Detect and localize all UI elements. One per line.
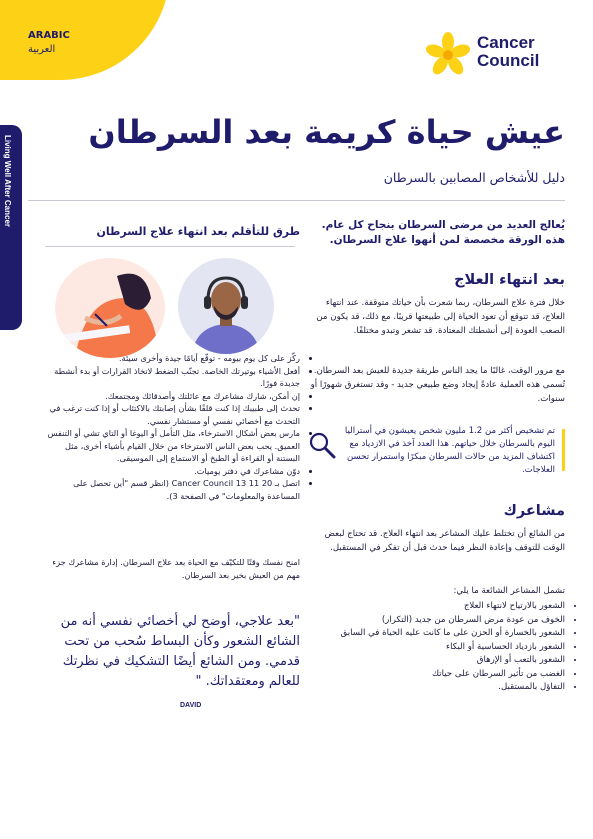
list-item: • التفاؤل بالمستقبل. <box>320 681 565 695</box>
feelings-list-intro: تشمل المشاعر الشائعة ما يلي: <box>453 586 565 596</box>
list-item: • الغضب من تأثير السرطان على حياتك <box>320 668 565 682</box>
woman-writing-illustration <box>55 258 165 358</box>
ways-list <box>45 352 312 502</box>
logo-wordmark <box>477 34 539 70</box>
list-item: • اتصل بـ 20 11 13 Cancer Council (انظر قسم "أين تحصل على المساعدة والمعلومات" في الصفحة 3). <box>45 477 300 502</box>
intro-text: يُعالج العديد من مرضى السرطان بنجاح كل عام. هذه الورقة مخصصة لمن أنهوا علاج السرطان. <box>321 219 565 246</box>
list-item: • دوّن مشاعرك في دفتر يوميات. <box>45 465 300 478</box>
list-item: • الشعور بالتعب أو الإرهاق <box>320 654 565 668</box>
statistic-callout <box>300 425 565 477</box>
list-item: • الشعور بالارتياح لانتهاء العلاج <box>320 600 565 614</box>
page-subtitle: دليل للأشخاص المصابين بالسرطان <box>383 170 565 185</box>
daffodil-icon <box>425 32 471 78</box>
list-item: • الشعور بالخسارة أو الحزن على ما كانت عليه الحياة في السابق <box>320 627 565 641</box>
page-title: عيش حياة كريمة بعد السرطان <box>88 113 565 151</box>
after-treatment-para-1: خلال فترة علاج السرطان، ربما شعرت بأن حياتك متوقفة. عند انتهاء العلاج، قد تتوقع أن تعود الحياة إلى طبيعتها قريبًا. مع ذلك، قد يكون من الصعب العودة إلى أنشطتك المعتادة. قد تشعر وتبدو مختلفًا. <box>316 298 565 336</box>
ways-heading: طرق للتأقلم بعد انتهاء علاج السرطان <box>96 225 300 238</box>
callout-text: تم تشخيص أكثر من 1.2 مليون شخص يعيشون في أستراليا اليوم بالسرطان خلال حياتهم. هذا العدد آخذ في الازدياد مع اكتشاف المزيد من حالات السرطان مبكرًا واستمرار تحسن العلاجات. <box>344 426 555 475</box>
logo-line-1: Cancer <box>477 33 535 52</box>
feelings-intro: من الشائع أن تختلط عليك المشاعر بعد انتهاء العلاج. قد تحتاج لبعض الوقت للتوقف وإعادة النظر فيما حدث قبل أن تفكر في المستقبل. <box>324 529 565 553</box>
quote-author: DAVID <box>180 702 202 709</box>
callout-accent-bar <box>562 429 565 471</box>
side-tab <box>0 125 22 330</box>
language-label-ar: العربية <box>28 44 56 55</box>
feelings-heading: مشاعرك <box>503 503 565 519</box>
after-treatment-heading: بعد انتهاء العلاج <box>454 272 565 288</box>
patient-quote: "بعد علاجي، أوضح لي أخصائي نفسي أنه من الشائع الشعور وكأن البساط سُحب من تحت قدمي. ومن الشائع أيضًا التشكيك في نظرتك للعالم ومعتقداتك. " <box>60 614 300 689</box>
list-item: • مارس بعض أشكال الاسترخاء، مثل التأمل أو اليوغا أو التاي تشي أو التنفس العميق. يحب بعض الناس الاسترخاء من خلال القيام بأشياء أخرى، مثل البستنة أو القراءة أو الطبخ أو الاستماع إلى الموسيقى. <box>45 427 300 465</box>
list-item: • الخوف من عودة مرض السرطان من جديد (التكرار) <box>320 614 565 628</box>
list-item: • أفعل الأشياء بوتيرتك الخاصة. تجنّب الضغط لاتخاذ القرارات أو بدء أنشطة جديدة فورًا. <box>45 365 300 390</box>
list-item: • تحدث إلى طبيبك إذا كنت قلقًا بشأن إصابتك بالاكتئاب أو إذا كنت ترغب في التحدث مع أخصائي نفسي أو مستشار نفسي. <box>45 402 300 427</box>
list-item: • الشعور بازدياد الحساسية أو البكاء <box>320 641 565 655</box>
language-label-en: ARABIC <box>28 30 70 41</box>
man-headphones-illustration <box>178 258 274 354</box>
ways-closing: امنح نفسك وقتًا للتكيّف مع الحياة بعد علاج السرطان. إدارة مشاعرك جزء مهم من العيش بخير بعد السرطان. <box>52 557 300 580</box>
feelings-list <box>320 600 579 695</box>
list-item: • إن أمكن، شارك مشاعرك مع عائلتك وأصدقائك ومجتمعك. <box>45 390 300 403</box>
logo-line-2: Council <box>477 51 540 70</box>
list-item: • ركّز على كل يوم بيومه - توقّع أيامًا جيدة وأخرى سيئة. <box>45 352 300 365</box>
cancer-council-logo <box>425 32 555 78</box>
header-yellow-shape <box>0 0 170 80</box>
header-divider <box>28 200 565 201</box>
after-treatment-para-2: مع مرور الوقت، غالبًا ما يجد الناس طريقة جديدة للعيش بعد السرطان. تُسمى هذه العملية عادةً إيجاد وضع طبيعي جديد - وقد تستغرق شهورًا أو سنوات. <box>310 366 565 404</box>
ways-divider <box>45 246 295 247</box>
side-tab-label: Living Well After Cancer <box>3 135 12 228</box>
